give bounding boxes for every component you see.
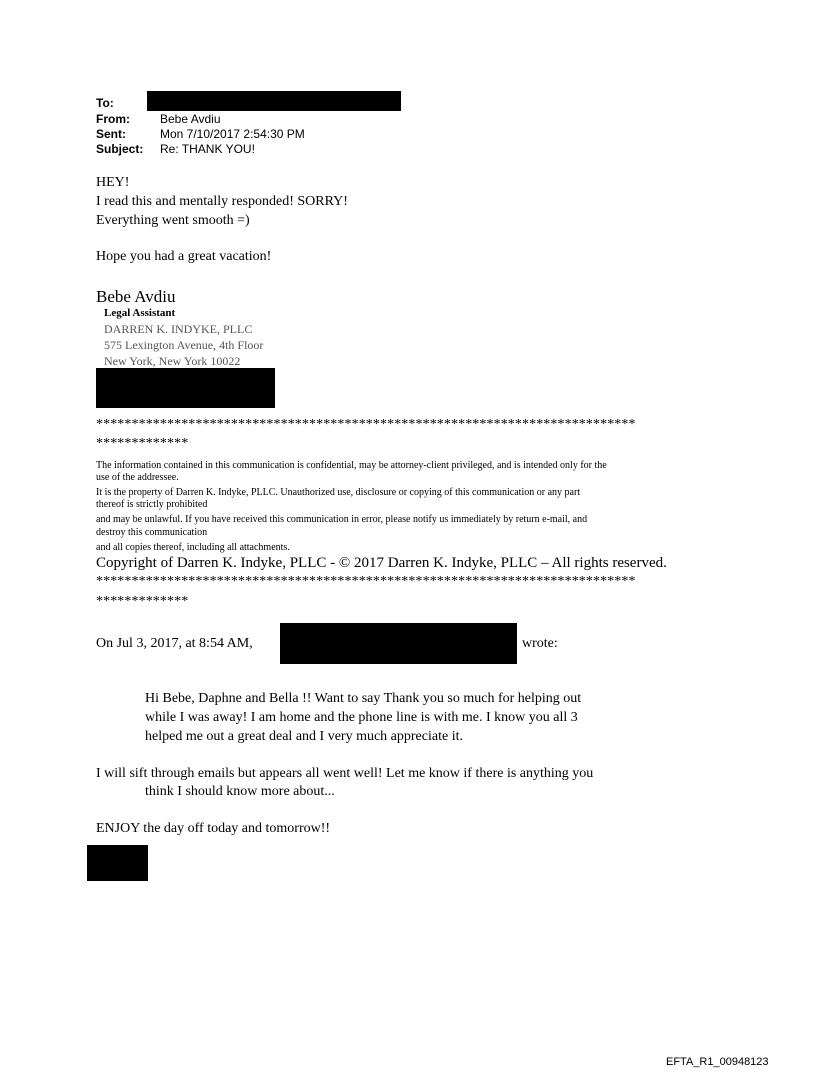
stars-divider-2: **************************************************************************** (96, 574, 636, 589)
signature-title: Legal Assistant (104, 307, 176, 319)
subject-value: Re: THANK YOU! (160, 142, 255, 156)
quoted-para1-line-2: while I was away! I am home and the phone line is with me. I know you all 3 (145, 710, 578, 725)
disclaimer-line-1: The information contained in this communication is confidential, may be attorney-client privileged, and is intended only for the (96, 460, 607, 471)
disclaimer-line-2: use of the addressee. (96, 472, 179, 483)
quoted-intro-suffix: wrote: (522, 636, 558, 651)
copyright-line: Copyright of Darren K. Indyke, PLLC - © 2017 Darren K. Indyke, PLLC – All rights reserved. (96, 555, 667, 571)
quoted-para1-line-1: Hi Bebe, Daphne and Bella !! Want to say Thank you so much for helping out (145, 691, 582, 706)
quoted-intro-prefix: On Jul 3, 2017, at 8:54 AM, (96, 636, 253, 651)
reply-line-1: HEY! (96, 175, 130, 190)
disclaimer-line-5: and may be unlawful. If you have received this communication in error, please notify us immediately by return e-mail, and (96, 514, 588, 525)
redaction-to (147, 91, 401, 111)
subject-label: Subject: (96, 142, 144, 156)
stars-divider-1b: ************* (96, 436, 189, 451)
signature-address-1: 575 Lexington Avenue, 4th Floor (104, 338, 264, 352)
disclaimer-line-4: thereof is strictly prohibited (96, 499, 208, 510)
quoted-para2-line-2: think I should know more about... (145, 784, 335, 799)
redaction-sender (280, 623, 517, 664)
from-value: Bebe Avdiu (160, 112, 221, 126)
stars-divider-1: **************************************************************************** (96, 417, 636, 432)
signature-address-2: New York, New York 10022 (104, 354, 241, 368)
quoted-para1-line-3: helped me out a great deal and I very much appreciate it. (145, 729, 463, 744)
from-label: From: (96, 112, 130, 126)
sent-value: Mon 7/10/2017 2:54:30 PM (160, 127, 305, 141)
stars-divider-2b: ************* (96, 594, 189, 609)
redaction-signature (96, 368, 275, 408)
disclaimer-line-7: and all copies thereof, including all attachments. (96, 542, 290, 553)
reply-line-2: I read this and mentally responded! SORRY! (96, 194, 348, 209)
signature-name: Bebe Avdiu (96, 287, 176, 306)
quoted-para2-line-1: I will sift through emails but appears all went well! Let me know if there is anything you (96, 766, 594, 781)
document-id: EFTA_R1_00948123 (666, 1056, 769, 1068)
quoted-para3: ENJOY the day off today and tomorrow!! (96, 821, 331, 836)
redaction-closing (87, 845, 148, 881)
reply-line-4: Hope you had a great vacation! (96, 249, 272, 264)
signature-firm: DARREN K. INDYKE, PLLC (104, 322, 253, 336)
reply-line-3: Everything went smooth =) (96, 213, 250, 228)
to-label: To: (96, 96, 114, 110)
disclaimer-line-3: It is the property of Darren K. Indyke, PLLC. Unauthorized use, disclosure or copying of this communication or any part (96, 487, 581, 498)
sent-label: Sent: (96, 127, 126, 141)
disclaimer-line-6: destroy this communication (96, 527, 208, 538)
